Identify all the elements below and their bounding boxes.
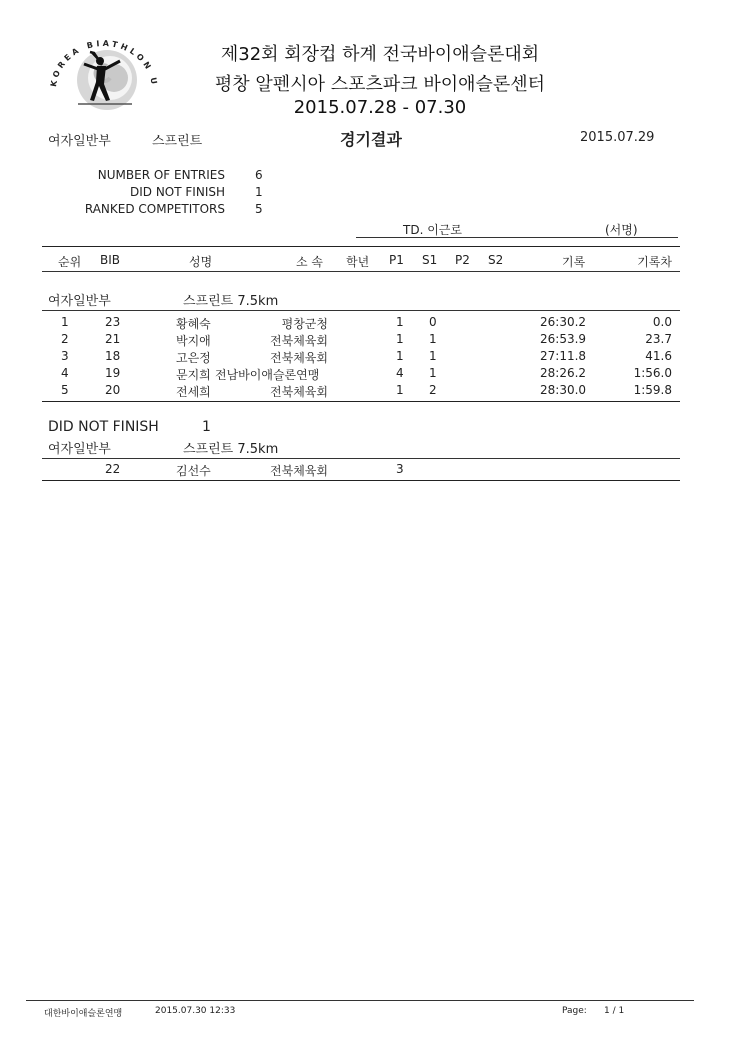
section-event: 스프린트 7.5km xyxy=(183,294,279,309)
s1-cell: 0 xyxy=(429,315,437,329)
time-cell: 28:26.2 xyxy=(540,366,587,380)
club-cell: 평창군청 xyxy=(281,317,328,331)
competition-title: 제32회 회장컵 하계 전국바이애슬론대회 xyxy=(220,44,540,65)
col-s2: S2 xyxy=(488,253,504,267)
p1-cell: 4 xyxy=(396,366,404,380)
time-cell: 26:53.9 xyxy=(540,332,587,346)
col-p1: P1 xyxy=(389,253,404,267)
stat-value: 5 xyxy=(255,202,263,216)
dnf-count: 1 xyxy=(202,419,211,435)
footer-rule xyxy=(26,1000,694,1001)
col-p2: P2 xyxy=(455,253,470,267)
club-cell: 전북체육회 xyxy=(270,385,328,399)
col-club: 소 속 xyxy=(296,255,323,269)
stat-value: 6 xyxy=(255,168,263,182)
table-top-rule xyxy=(42,246,680,247)
competition-dates: 2015.07.28 - 07.30 xyxy=(293,97,467,118)
bib-cell: 18 xyxy=(105,349,121,363)
club-cell: 전북체육회 xyxy=(270,351,328,365)
diff-cell: 41.6 xyxy=(645,349,672,363)
club-cell: 전북체육회 xyxy=(270,334,328,348)
s1-cell: 1 xyxy=(429,366,437,380)
time-cell: 27:11.8 xyxy=(540,349,587,363)
name-cell: 전세희 xyxy=(176,385,211,399)
stat-label: DID NOT FINISH xyxy=(130,185,225,199)
dnf-event: 스프린트 7.5km xyxy=(183,442,279,457)
diff-cell: 0.0 xyxy=(652,315,672,329)
col-bib: BIB xyxy=(100,253,121,267)
col-time: 기록 xyxy=(562,255,586,269)
name-cell: 황혜숙 xyxy=(176,317,211,331)
results-bottom-rule xyxy=(42,401,680,402)
bib-cell: 22 xyxy=(105,462,121,476)
rank-cell: 4 xyxy=(61,366,69,380)
footer-timestamp: 2015.07.30 12:33 xyxy=(155,1006,236,1016)
stat-label: RANKED COMPETITORS xyxy=(84,202,225,216)
col-grade: 학년 xyxy=(346,255,370,269)
signature-label: (서명) xyxy=(605,223,638,237)
p1-cell: 1 xyxy=(396,383,404,397)
time-cell: 28:30.0 xyxy=(540,383,587,397)
svg-text:KOREA BIATHLON UNION: KOREA BIATHLON U xyxy=(48,38,160,88)
rank-cell: 1 xyxy=(61,315,69,329)
bib-cell: 20 xyxy=(105,383,121,397)
col-s1: S1 xyxy=(422,253,438,267)
time-cell: 26:30.2 xyxy=(540,315,587,329)
name-cell: 문지희 xyxy=(176,368,211,382)
rank-cell: 3 xyxy=(61,349,69,363)
footer-page-label: Page: xyxy=(562,1006,587,1016)
table-header-rule xyxy=(42,271,680,272)
header-category: 여자일반부 xyxy=(48,134,111,149)
header-event: 스프린트 xyxy=(152,134,203,149)
result-title: 경기결과 xyxy=(340,130,402,149)
signature-line xyxy=(356,237,678,238)
bib-cell: 19 xyxy=(105,366,121,380)
name-cell: 박지애 xyxy=(176,334,211,348)
bib-cell: 21 xyxy=(105,332,121,346)
stat-value: 1 xyxy=(255,185,263,199)
col-diff: 기록차 xyxy=(637,255,672,269)
rank-cell: 5 xyxy=(61,383,69,397)
footer-org: 대한바이애슬론연맹 xyxy=(44,1009,123,1019)
diff-cell: 23.7 xyxy=(645,332,672,346)
rank-cell: 2 xyxy=(61,332,69,346)
stat-label: NUMBER OF ENTRIES xyxy=(97,168,225,182)
dnf-category: 여자일반부 xyxy=(48,442,111,457)
bib-cell: 23 xyxy=(105,315,121,329)
name-cell: 고은정 xyxy=(176,351,211,365)
result-date: 2015.07.29 xyxy=(580,130,655,145)
p1-cell: 3 xyxy=(396,462,404,476)
venue-title: 평창 알펜시아 스포츠파크 바이애슬론센터 xyxy=(214,74,546,95)
section-rule xyxy=(42,310,680,311)
s1-cell: 1 xyxy=(429,332,437,346)
name-cell: 김선수 xyxy=(176,464,211,478)
section-category: 여자일반부 xyxy=(48,294,111,309)
p1-cell: 1 xyxy=(396,349,404,363)
col-rank: 순위 xyxy=(58,255,82,269)
p1-cell: 1 xyxy=(396,315,404,329)
dnf-bottom-rule xyxy=(42,480,680,481)
diff-cell: 1:59.8 xyxy=(633,383,672,397)
s1-cell: 1 xyxy=(429,349,437,363)
col-name: 성명 xyxy=(189,255,213,269)
s1-cell: 2 xyxy=(429,383,437,397)
technical-delegate: TD. 이근로 xyxy=(403,223,462,237)
club-cell: 전북체육회 xyxy=(270,464,328,478)
dnf-rule xyxy=(42,458,680,459)
diff-cell: 1:56.0 xyxy=(633,366,672,380)
footer-page-number: 1 / 1 xyxy=(604,1006,625,1016)
club-cell: 전남바이애슬론연맹 xyxy=(215,368,320,382)
dnf-heading: DID NOT FINISH xyxy=(48,419,159,435)
p1-cell: 1 xyxy=(396,332,404,346)
korea-biathlon-union-logo xyxy=(44,28,164,120)
